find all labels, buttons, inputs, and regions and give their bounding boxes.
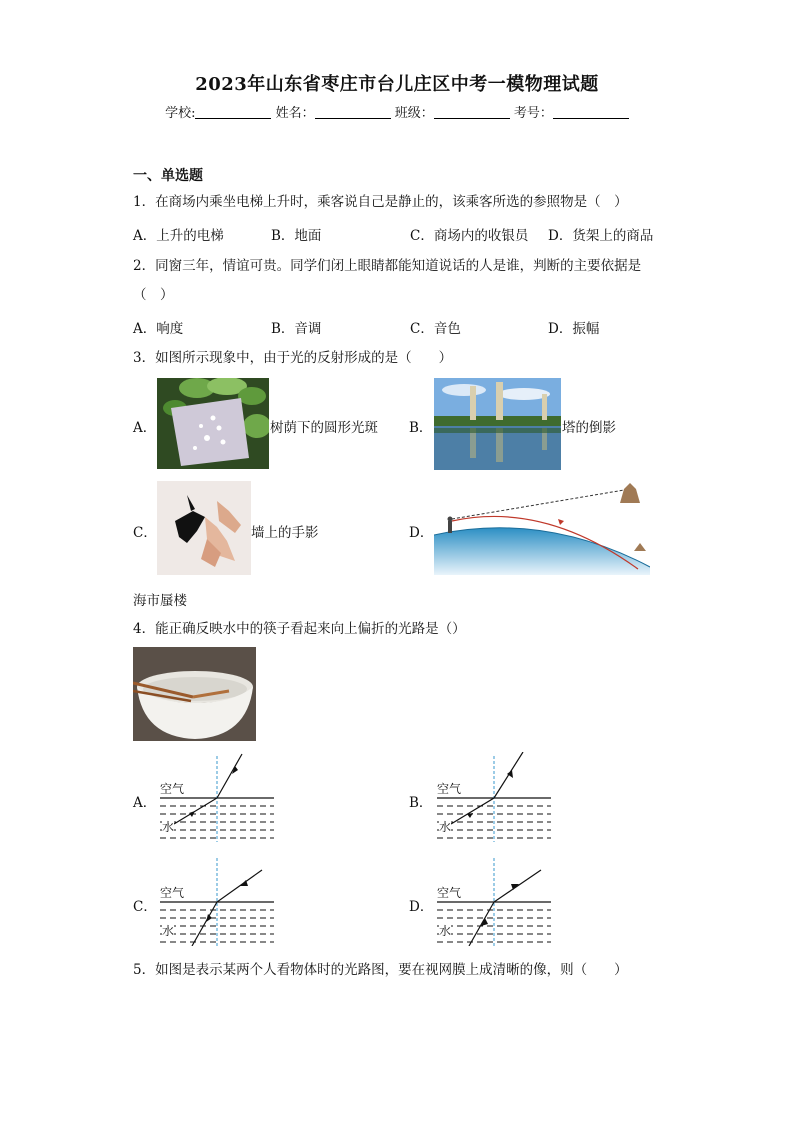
q3-caption-a: 树荫下的圆形光斑: [270, 420, 378, 436]
q3-caption-c: 墙上的手影: [251, 525, 319, 541]
q1-option-a[interactable]: A．上升的电梯: [133, 228, 224, 244]
q1-option-d[interactable]: D．货架上的商品: [548, 228, 654, 244]
refraction-diagram-d: [437, 856, 553, 946]
student-info-fields: [0, 102, 794, 121]
chopsticks-bowl-photo: [133, 647, 256, 741]
class-label: 班级：: [394, 106, 434, 121]
q3-label-a[interactable]: A．: [133, 420, 157, 436]
q3-caption-d: 海市蜃楼: [133, 593, 187, 609]
question-2-stem-cont: （ ）: [133, 287, 174, 303]
q3-caption-b: 塔的倒影: [562, 420, 616, 436]
refraction-diagram-c: [160, 856, 276, 946]
water-label: 水: [162, 820, 175, 834]
class-blank[interactable]: [434, 104, 510, 119]
question-4-stem: 4．能正确反映水中的筷子看起来向上偏折的光路是（）: [133, 621, 466, 637]
q2-option-a[interactable]: A．响度: [133, 321, 184, 337]
water-label: 水: [162, 924, 175, 938]
q4-label-c[interactable]: C．: [133, 899, 157, 915]
q4-label-b[interactable]: B．: [409, 795, 433, 811]
q2-option-d[interactable]: D．振幅: [548, 321, 600, 337]
q1-option-b[interactable]: B．地面: [271, 228, 322, 244]
mirage-diagram: [434, 481, 650, 575]
name-blank[interactable]: [315, 104, 391, 119]
q4-label-d[interactable]: D．: [409, 899, 434, 915]
refraction-diagram-a: [160, 752, 276, 842]
page-title: 2023年山东省枣庄市台儿庄区中考一模物理试题: [195, 74, 599, 95]
name-label: 姓名：: [275, 106, 315, 121]
school-label: 学校:: [165, 106, 196, 121]
water-label: 水: [439, 820, 452, 834]
question-3-stem: 3．如图所示现象中，由于光的反射形成的是（ ）: [133, 350, 453, 366]
q3-label-c[interactable]: C．: [133, 525, 157, 541]
air-label: 空气: [437, 886, 462, 900]
section-heading: 一、单选题: [133, 168, 203, 184]
q3-label-b[interactable]: B．: [409, 420, 433, 436]
hand-shadow-photo: [157, 481, 251, 575]
q1-option-c[interactable]: C．商场内的收银员: [410, 228, 529, 244]
q2-option-c[interactable]: C．音色: [410, 321, 461, 337]
question-5-stem: 5．如图是表示某两个人看物体时的光路图，要在视网膜上成清晰的像，则（ ）: [133, 962, 628, 978]
air-label: 空气: [160, 782, 185, 796]
question-2-stem: 2．同窗三年，情谊可贵。同学们闭上眼睛都能知道说话的人是谁，判断的主要依据是: [133, 258, 642, 274]
refraction-diagram-b: [437, 752, 553, 842]
q4-label-a[interactable]: A．: [133, 795, 157, 811]
leaf-shadow-photo: [157, 378, 269, 469]
pagoda-reflection-photo: [434, 378, 561, 470]
question-1-stem: 1．在商场内乘坐电梯上升时，乘客说自己是静止的，该乘客所选的参照物是（ ）: [133, 194, 628, 210]
air-label: 空气: [160, 886, 185, 900]
water-label: 水: [439, 924, 452, 938]
q3-label-d[interactable]: D．: [409, 525, 434, 541]
air-label: 空气: [437, 782, 462, 796]
q2-option-b[interactable]: B．音调: [271, 321, 322, 337]
exam-no-label: 考号：: [513, 106, 553, 121]
exam-no-blank[interactable]: [553, 104, 629, 119]
school-blank[interactable]: [195, 104, 271, 119]
